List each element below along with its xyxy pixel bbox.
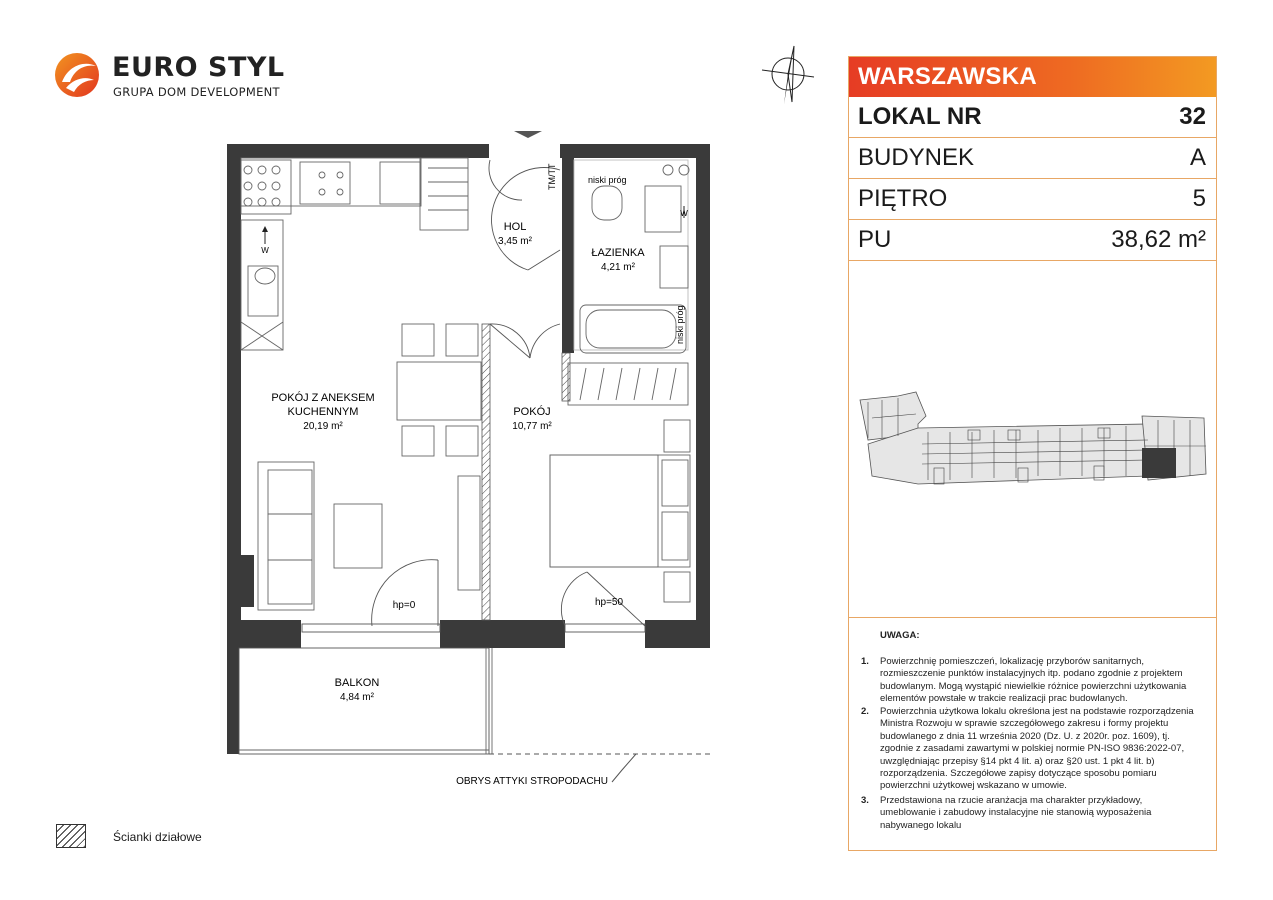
hol-area: 3,45 m² [498,236,532,247]
budynek-value: A [1189,144,1206,171]
brand-name: EURO STYL [112,52,285,83]
unit-row-pu [849,220,1216,261]
walls [227,144,710,754]
hol-name: HOL [503,221,527,233]
unit-row-pietro [849,179,1216,220]
budynek-label: BUDYNEK [858,144,975,171]
note-2-num: 2. [861,706,869,717]
pokoj-aneks-name-1: POKÓJ Z ANEKSEM [271,392,375,404]
unit-location-marker [1142,448,1176,478]
floor-plan [220,130,720,790]
note-3-line: umeblowanie i zabudowy instalacyjne nie stanowią wyposażenia [880,807,1152,819]
note-1-line: rozmieszczenie punktów instalacyjnych itp. podano zgodnie z projektem [880,668,1183,680]
note-1-num: 1. [861,656,869,667]
unit-row-budynek [849,138,1216,179]
pokoj-aneks-area: 20,19 m² [303,421,343,432]
eurostyl-logo-icon [54,52,102,98]
balkon-name: BALKON [334,677,380,689]
lazienka-name: ŁAZIENKA [591,247,645,259]
brand-tagline: GRUPA DOM DEVELOPMENT [113,85,280,99]
note-2-line: zgodnie z zasadami zawartymi w polskiej normie PN-ISO 9836:2022-07, [880,743,1185,755]
note-1-line: budowlanym. Mogą wystąpić niewielkie różnice powierzchni użytkowania [880,680,1187,692]
niski-prog-label-2: niski próg [675,305,685,344]
pietro-label: PIĘTRO [858,185,948,212]
note-2-line: powierzchni użytkowej wskazano w umowie. [880,780,1067,792]
key-plan [858,388,1210,492]
note-2-line: Ministra Rozwoju w sprawie szczegółowego zakresu i formy projektu [880,718,1169,730]
note-1 [861,656,1202,706]
note-3 [861,795,1202,832]
partition-wall-legend-label: Ścianki działowe [113,830,202,844]
attic-outline-label: OBRYS ATTYKI STROPODACHU [456,776,608,787]
tmtt-label: TM/TT [547,163,557,190]
unit-row-lokal [849,97,1216,138]
project-title: WARSZAWSKA [858,63,1037,90]
note-2-line: Powierzchnia użytkowa lokalu określona jest na podstawie rozporządzenia [880,706,1194,717]
niski-prog-label-1: niski próg [588,175,627,185]
pokoj-aneks-name-2: KUCHENNYM [287,406,359,418]
hp50-label: hp=50 [594,597,624,608]
note-3-num: 3. [861,795,869,806]
panel-header [849,57,1216,97]
w-label-2: W [680,209,688,218]
note-2-line: budowlanego z dnia 11 września 2020 (Dz. U. z 2020r. poz. 1609), tj. [880,730,1170,742]
pietro-value: 5 [1192,185,1206,212]
pu-label: PU [858,226,892,253]
balkon-area: 4,84 m² [340,692,374,703]
hp0-label: hp=0 [392,600,416,611]
pokoj-area: 10,77 m² [512,421,552,432]
note-1-line: elementów powstałe w trakcie realizacji prac budowlanych. [880,693,1128,705]
notes-title: UWAGA: [880,630,920,641]
panel-divider [849,617,1216,618]
note-3-line: Przedstawiona na rzucie aranżacja ma charakter przykładowy, [880,795,1143,806]
pu-value: 38,62 m² [1111,226,1206,253]
note-2-line: uwzględniając przepisy §14 pkt 4 lit. a) oraz §20 ust. 1 pkt 4 lit. b) [880,755,1155,767]
lazienka-area: 4,21 m² [601,262,635,273]
note-1-line: Powierzchnię pomieszczeń, lokalizację przyborów sanitarnych, [880,656,1145,667]
note-3-line: nabywanego lokalu [880,819,962,831]
pokoj-name: POKÓJ [513,406,551,418]
partition-wall-legend-swatch [56,824,86,848]
w-label-1: W [261,246,269,255]
north-compass-icon [758,44,818,108]
lokal-label: LOKAL NR [858,103,982,130]
note-2 [861,706,1202,793]
lokal-value: 32 [1179,103,1206,130]
note-2-line: rozporządzenia. Szczegółowe zapisy dotyczące sposobu pomiaru [880,768,1157,780]
